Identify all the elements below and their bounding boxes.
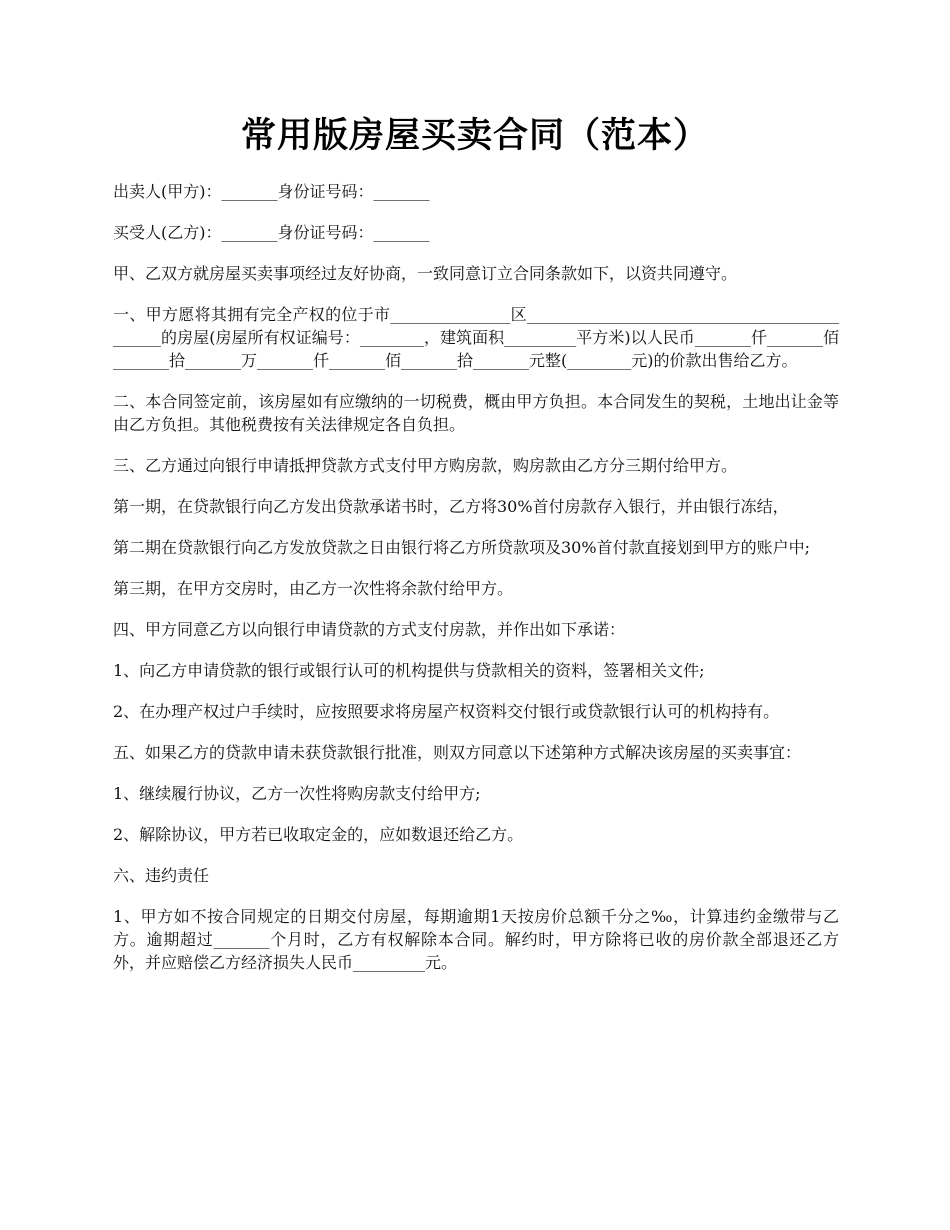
clause-6-heading: 六、违约责任 [113, 866, 210, 885]
payment-phase-2: 第二期在贷款银行向乙方发放贷款之日由银行将乙方所贷款项及30%首付款直接划到甲方的账户中; [113, 538, 810, 557]
preamble-paragraph: 甲、乙双方就房屋买卖事项经过友好协商，一致同意订立合同条款如下，以资共同遵守。 [113, 264, 738, 283]
payment-phase-3: 第三期，在甲方交房时，由乙方一次性将余款付给甲方。 [113, 579, 514, 598]
clause-1-property-price: 一、甲方愿将其拥有完全产权的位于市_______________区_____________________________________________的房屋(房屋所有权证编号：________，建筑面积_________平方米)以人民币_______仟_______佰_______拾_______万_______仟_______佰_______拾_______元整(________元)的价款出售给乙方。 [113, 305, 839, 370]
document-title: 常用版房屋买卖合同（范本） [240, 115, 709, 156]
option-item-1: 1、继续履行协议，乙方一次性将购房款支付给甲方; [113, 784, 481, 803]
seller-line: 出卖人(甲方)：_______身份证号码：_______ [113, 182, 430, 201]
payment-phase-1: 第一期，在贷款银行向乙方发出贷款承诺书时，乙方将30%首付房款存入银行，并由银行冻结， [113, 497, 789, 516]
clause-2-taxes: 二、本合同签定前，该房屋如有应缴纳的一切税费，概由甲方负担。本合同发生的契税，土地出让金等由乙方负担。其他税费按有关法律规定各自负担。 [113, 392, 839, 434]
option-item-2: 2、解除协议，甲方若已收取定金的，应如数退还给乙方。 [113, 825, 524, 844]
document-body [113, 180, 839, 992]
commitment-item-1: 1、向乙方申请贷款的银行或银行认可的机构提供与贷款相关的资料，签署相关文件; [113, 661, 705, 680]
commitment-item-2: 2、在办理产权过户手续时，应按照要求将房屋产权资料交付银行或贷款银行认可的机构持有。 [113, 702, 780, 721]
clause-4-commitments: 四、甲方同意乙方以向银行申请贷款的方式支付房款，并作出如下承诺： [113, 620, 626, 639]
liability-item-1: 1、甲方如不按合同规定的日期交付房屋，每期逾期1天按房价总额千分之‰，计算违约金缴带与乙方。逾期超过_______个月时，乙方有权解除本合同。解约时，甲方除将已收的房价款全部退还乙方外，并应赔偿乙方经济损失人民币_________元。 [113, 907, 839, 972]
buyer-line: 买受人(乙方)：_______身份证号码：_______ [113, 223, 430, 242]
clause-5-loan-rejection: 五、如果乙方的贷款申请未获贷款银行批准，则双方同意以下述第种方式解决该房屋的买卖事宜： [113, 743, 802, 762]
clause-3-payment: 三、乙方通过向银行申请抵押贷款方式支付甲方购房款，购房款由乙方分三期付给甲方。 [113, 456, 738, 475]
